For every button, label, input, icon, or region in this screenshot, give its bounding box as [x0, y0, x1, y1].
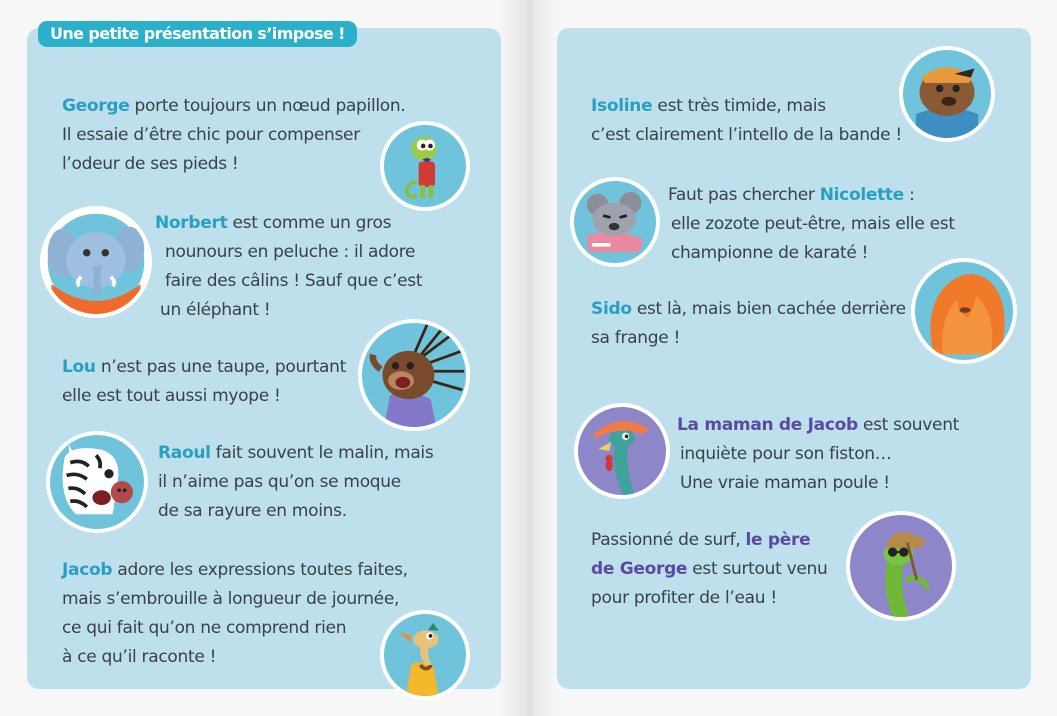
beaver-icon [899, 46, 995, 142]
character-name: Lou [62, 357, 96, 377]
orange-hair-icon [911, 258, 1017, 364]
dinosaur-icon [846, 511, 956, 621]
character-name: George [62, 96, 130, 116]
character-name: Isoline [591, 96, 653, 116]
norbert-description: Norbert est comme un gros nounours en peluche : il adore faire des câlins ! Sauf que c’est un éléphant ! [155, 213, 423, 320]
chameleon-icon [380, 121, 470, 211]
character-name: Norbert [155, 213, 228, 233]
character-name: La maman de Jacob [677, 415, 858, 435]
nicolette-description: Faut pas chercher Nicolette : elle zozote peut-être, mais elle est championne de karaté ! [668, 185, 955, 263]
character-name: Sido [591, 299, 632, 319]
zebra-icon [46, 431, 148, 533]
character-name: Jacob [62, 560, 113, 580]
character-name: Nicolette [819, 185, 904, 205]
book-spine-shadow [500, 0, 558, 716]
section-title-badge: Une petite présentation s’impose ! [38, 21, 357, 47]
character-name: le père [745, 530, 811, 550]
character-name: Raoul [158, 443, 211, 463]
isoline-description: Isoline est très timide, mais c’est clairement l’intello de la bande ! [591, 96, 902, 145]
lou-description: Lou n’est pas une taupe, pourtant elle est tout aussi myope ! [62, 357, 346, 406]
ostrich-icon [574, 403, 670, 499]
character-name-cont: de George [591, 559, 688, 579]
elephant-icon [40, 206, 152, 318]
mouse-icon [570, 177, 660, 267]
porcupine-icon [358, 319, 470, 431]
george-description: George porte toujours un nœud papillon. Il essaie d’être chic pour compenser l’odeur de ses pieds ! [62, 96, 406, 174]
maman-jacob-description: La maman de Jacob est souvent inquiète pour son fiston… Une vraie maman poule ! [677, 415, 960, 493]
sido-description: Sido est là, mais bien cachée derrière sa frange ! [591, 299, 906, 348]
raoul-description: Raoul fait souvent le malin, mais il n’aime pas qu’on se moque de sa rayure en moins. [158, 443, 434, 521]
pere-george-description: Passionné de surf, le père de George est surtout venu pour profiter de l’eau ! [591, 530, 828, 608]
duck-icon [380, 610, 470, 700]
jacob-description: Jacob adore les expressions toutes faites, mais s’embrouille à longueur de journée, ce qui fait qu’on ne comprend rien à ce qu’il raconte ! [62, 560, 408, 667]
